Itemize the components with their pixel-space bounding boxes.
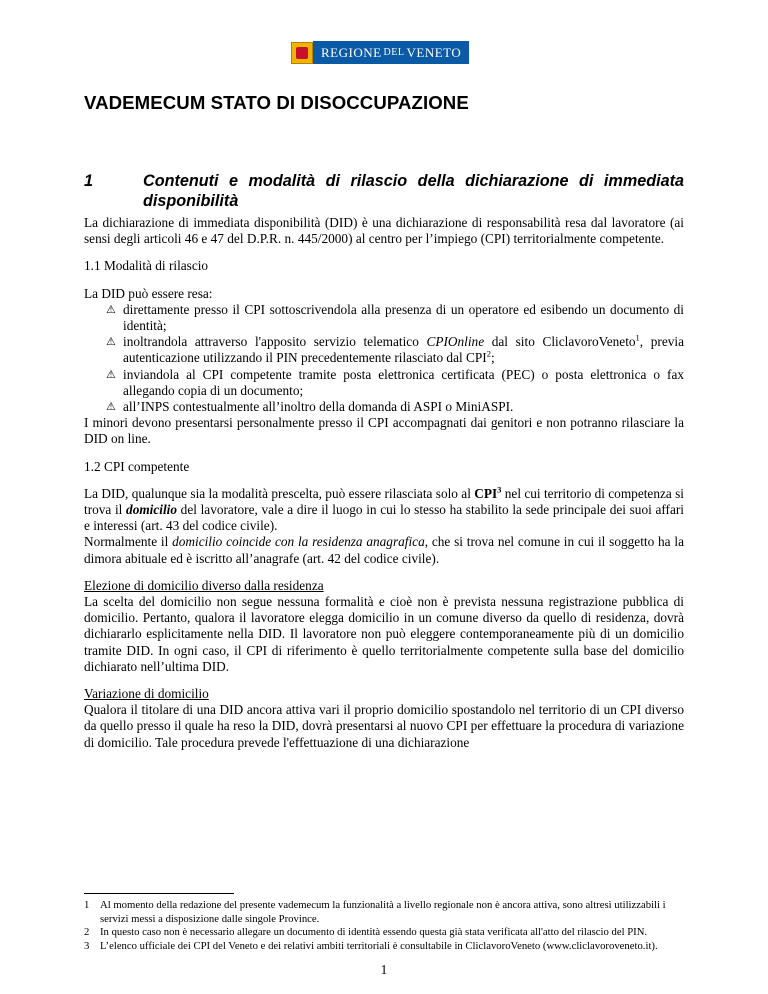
footnotes — [84, 899, 684, 953]
section-title: Contenuti e modalità di rilascio della dichiarazione di immediata disponibilità — [143, 172, 684, 210]
footnote-ref: 1 — [635, 332, 640, 343]
subsection-1-1-heading: 1.1 Modalità di rilascio — [84, 258, 209, 274]
list-item: ⚠ all’INPS contestualmente all’inoltro della domanda di ASPI o MiniASPI. — [106, 399, 514, 415]
footnote: 2 In questo caso non è necessario allegare un documento di identità essendo questa già stata verificata all'atto del rilascio del PIN. — [84, 926, 648, 938]
elezione-heading: Elezione di domicilio diverso dalla residenza — [84, 577, 324, 593]
list-item: ⚠ direttamente presso il CPI sottoscrivendola alla presenza di un operatore ed esibendo un documento di identità; — [106, 301, 684, 334]
elezione-text: La scelta del domicilio non segue nessuna formalità e cioè non è prevista nessuna registrazione pubblica di domicilio. Pertanto, qualora il lavoratore elegga domicilio in un comune diverso da quello di residenza, dovrà dichiararlo esplicitamente nella DID. Il lavoratore non può eleggere contemporaneamente più di un domicilio tramite DID. In ogni caso, il CPI di riferimento è quello territorialmente competente sulla base del domicilio dichiarato nell’ultima DID. — [84, 594, 684, 674]
main-content — [84, 215, 684, 751]
logo-text-3: VENETO — [406, 44, 462, 60]
section-intro: La dichiarazione di immediata disponibilità (DID) è una dichiarazione di responsabilità resa dal lavoratore (ai sensi degli articoli 46 e 47 del D.P.R. n. 445/2000) al centro per l’impiego (CPI) territorialmente competente. — [84, 215, 684, 247]
release-methods-list — [84, 302, 684, 415]
bullet-icon: ⚠ — [106, 367, 116, 381]
lion-emblem-icon — [291, 42, 313, 64]
footnote-ref: 2 — [486, 349, 491, 359]
region-logo — [291, 41, 469, 64]
footnote-separator — [84, 893, 234, 894]
bullet-icon: ⚠ — [106, 400, 116, 414]
competent-cpi-paragraph: La DID, qualunque sia la modalità prescelta, può essere rilasciata solo al CPI$^3$ nel cui territorio di competenza si trova il domicilio del lavoratore, vale a dire il luogo in cui lo stesso ha stabilito la sede principale dei suoi affari e interessi (art. 43 del codice civile). — [84, 484, 684, 534]
document-title: VADEMECUM STATO DI DISOCCUPAZIONE — [84, 92, 469, 113]
logo-band — [313, 41, 469, 64]
bullet-icon: ⚠ — [106, 302, 116, 316]
list-item: ⚠ inoltrandola attraverso l'apposito servizio telematico CPIOnline dal sito CliclavoroVeneto$^1$, previa autenticazione utilizzando il PIN precedentemente rilasciato dal CPI$^2$; — [106, 332, 684, 366]
section-number: 1 — [84, 172, 94, 190]
footnote: 3 L’elenco ufficiale dei CPI del Veneto e dei relativi ambiti territoriali è consultabile in CliclavoroVeneto (www.cliclavoroveneto.it). — [84, 939, 658, 952]
bullet-icon: ⚠ — [106, 335, 116, 349]
logo-text-2: DEL — [383, 47, 405, 58]
footnote: 1 Al momento della redazione del presente vademecum la funzionalità a livello regionale non è ancora attiva, sono altresì utilizzabili i servizi messi a disposizione dalle singole Province. — [84, 899, 666, 925]
footnote-ref: 3 — [497, 484, 502, 495]
bullet-lead: La DID può essere resa: — [84, 285, 213, 301]
minors-note: I minori devono presentarsi personalmente presso il CPI accompagnati dai genitori e non potranno rilasciare la DID on line. — [84, 415, 684, 447]
residence-paragraph: Normalmente il domicilio coincide con la residenza anagrafica, che si trova nel comune in cui il soggetto ha la dimora abituale ed è iscritto all’anagrafe (art. 42 del codice civile). — [84, 534, 684, 566]
variazione-heading: Variazione di domicilio — [84, 686, 209, 702]
list-item: ⚠ inviandola al CPI competente tramite posta elettronica certificata (PEC) o posta elettronica o fax allegando copia di un documento; — [106, 366, 684, 398]
page-number: 1 — [380, 962, 388, 977]
logo-text-1: REGIONE — [321, 44, 382, 60]
section-1-heading — [84, 171, 684, 211]
subsection-1-2-heading: 1.2 CPI competente — [84, 458, 190, 474]
variazione-text: Qualora il titolare di una DID ancora attiva vari il proprio domicilio spostandolo nel territorio di un CPI diverso da quello presso il quale ha reso la DID, dovrà presentarsi al nuovo CPI per effettuare la procedura di variazione di domicilio. Tale procedura prevede l'effettuazione di una dichiarazione — [84, 702, 684, 750]
